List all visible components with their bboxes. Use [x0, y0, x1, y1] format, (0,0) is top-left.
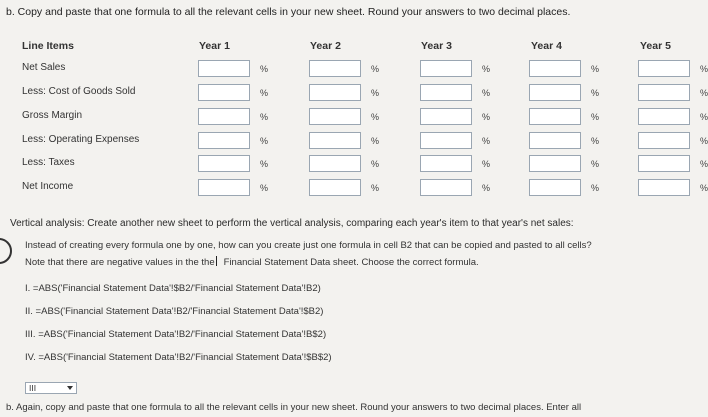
input-cell-y2-r3[interactable]: [309, 108, 361, 125]
input-cell-y5-r2[interactable]: [638, 84, 690, 101]
percent-sign: %: [260, 64, 269, 74]
input-cell-y2-r4[interactable]: [309, 132, 361, 149]
instruction-line-2: Note that there are negative values in the the Financial Statement Data sheet. Choose the correct formula.: [25, 257, 479, 268]
input-cell-y5-r1[interactable]: [638, 60, 690, 77]
percent-sign: %: [260, 183, 269, 193]
answer-select-value: III: [29, 383, 37, 393]
year-5-header: Year 5: [640, 40, 671, 52]
percent-sign: %: [260, 159, 269, 169]
percent-sign: %: [700, 159, 708, 169]
row-label-operating-expenses: Less: Operating Expenses: [22, 134, 140, 145]
percent-sign: %: [591, 159, 600, 169]
percent-sign: %: [700, 112, 708, 122]
option-iii: III. =ABS('Financial Statement Data'!B2/'Financial Statement Data'!B$2): [25, 329, 327, 340]
percent-sign: %: [700, 136, 708, 146]
percent-sign: %: [591, 64, 600, 74]
input-cell-y1-r6[interactable]: [198, 179, 250, 196]
row-label-net-sales: Net Sales: [22, 62, 66, 73]
year-1-header: Year 1: [199, 40, 230, 52]
percent-sign: %: [482, 136, 491, 146]
percent-sign: %: [260, 88, 269, 98]
vertical-analysis-prompt: Vertical analysis: Create another new sheet to perform the vertical analysis, comparing each year's item to that year's net sales:: [10, 218, 574, 229]
input-cell-y5-r5[interactable]: [638, 155, 690, 172]
input-cell-y4-r4[interactable]: [529, 132, 581, 149]
year-2-header: Year 2: [310, 40, 341, 52]
input-cell-y5-r4[interactable]: [638, 132, 690, 149]
input-cell-y2-r1[interactable]: [309, 60, 361, 77]
input-cell-y2-r6[interactable]: [309, 179, 361, 196]
year-3-header: Year 3: [421, 40, 452, 52]
input-cell-y1-r5[interactable]: [198, 155, 250, 172]
instruction-line-2-part-b: Financial Statement Data sheet. Choose the correct formula.: [223, 257, 479, 268]
input-cell-y3-r2[interactable]: [420, 84, 472, 101]
question-b-bottom: b. Again, copy and paste that one formula to all the relevant cells in your new sheet. Round your answers to two decimal places. Enter all: [6, 402, 582, 413]
text-cursor-icon: [216, 256, 223, 266]
percent-sign: %: [371, 183, 380, 193]
input-cell-y1-r3[interactable]: [198, 108, 250, 125]
percent-sign: %: [591, 112, 600, 122]
percent-sign: %: [371, 136, 380, 146]
chevron-down-icon: [67, 386, 73, 390]
input-cell-y1-r4[interactable]: [198, 132, 250, 149]
input-cell-y4-r5[interactable]: [529, 155, 581, 172]
percent-sign: %: [482, 88, 491, 98]
percent-sign: %: [700, 88, 708, 98]
question-marker-icon: [0, 238, 12, 264]
input-cell-y5-r6[interactable]: [638, 179, 690, 196]
percent-sign: %: [482, 159, 491, 169]
input-cell-y4-r6[interactable]: [529, 179, 581, 196]
percent-sign: %: [482, 183, 491, 193]
instruction-line-2-part-a: Note that there are negative values in the: [25, 257, 199, 268]
percent-sign: %: [591, 136, 600, 146]
question-b-top: b. Copy and paste that one formula to all the relevant cells in your new sheet. Round your answers to two decimal places.: [6, 6, 571, 18]
answer-select[interactable]: [25, 382, 77, 394]
input-cell-y4-r1[interactable]: [529, 60, 581, 77]
option-i: I. =ABS('Financial Statement Data'!$B2/'Financial Statement Data'!B2): [25, 283, 321, 294]
input-cell-y1-r2[interactable]: [198, 84, 250, 101]
percent-sign: %: [260, 112, 269, 122]
row-label-taxes: Less: Taxes: [22, 157, 75, 168]
input-cell-y5-r3[interactable]: [638, 108, 690, 125]
percent-sign: %: [482, 112, 491, 122]
input-cell-y3-r3[interactable]: [420, 108, 472, 125]
percent-sign: %: [700, 64, 708, 74]
percent-sign: %: [482, 64, 491, 74]
row-label-net-income: Net Income: [22, 181, 74, 192]
instruction-line-1: Instead of creating every formula one by one, how can you create just one formula in cell B2 that can be copied and pasted to all cells?: [25, 240, 592, 251]
input-cell-y3-r5[interactable]: [420, 155, 472, 172]
input-cell-y1-r1[interactable]: [198, 60, 250, 77]
year-4-header: Year 4: [531, 40, 562, 52]
percent-sign: %: [700, 183, 708, 193]
percent-sign: %: [591, 183, 600, 193]
percent-sign: %: [371, 159, 380, 169]
percent-sign: %: [260, 136, 269, 146]
input-cell-y3-r4[interactable]: [420, 132, 472, 149]
input-cell-y2-r2[interactable]: [309, 84, 361, 101]
percent-sign: %: [371, 88, 380, 98]
input-cell-y3-r1[interactable]: [420, 60, 472, 77]
row-label-cogs: Less: Cost of Goods Sold: [22, 86, 136, 97]
input-cell-y4-r2[interactable]: [529, 84, 581, 101]
input-cell-y2-r5[interactable]: [309, 155, 361, 172]
input-cell-y3-r6[interactable]: [420, 179, 472, 196]
input-cell-y4-r3[interactable]: [529, 108, 581, 125]
option-ii: II. =ABS('Financial Statement Data'!B2/'Financial Statement Data'!$B2): [25, 306, 324, 317]
line-items-header: Line Items: [22, 40, 74, 52]
percent-sign: %: [371, 112, 380, 122]
percent-sign: %: [371, 64, 380, 74]
row-label-gross-margin: Gross Margin: [22, 110, 83, 121]
percent-sign: %: [591, 88, 600, 98]
option-iv: IV. =ABS('Financial Statement Data'!B2/'Financial Statement Data'!$B$2): [25, 352, 332, 363]
